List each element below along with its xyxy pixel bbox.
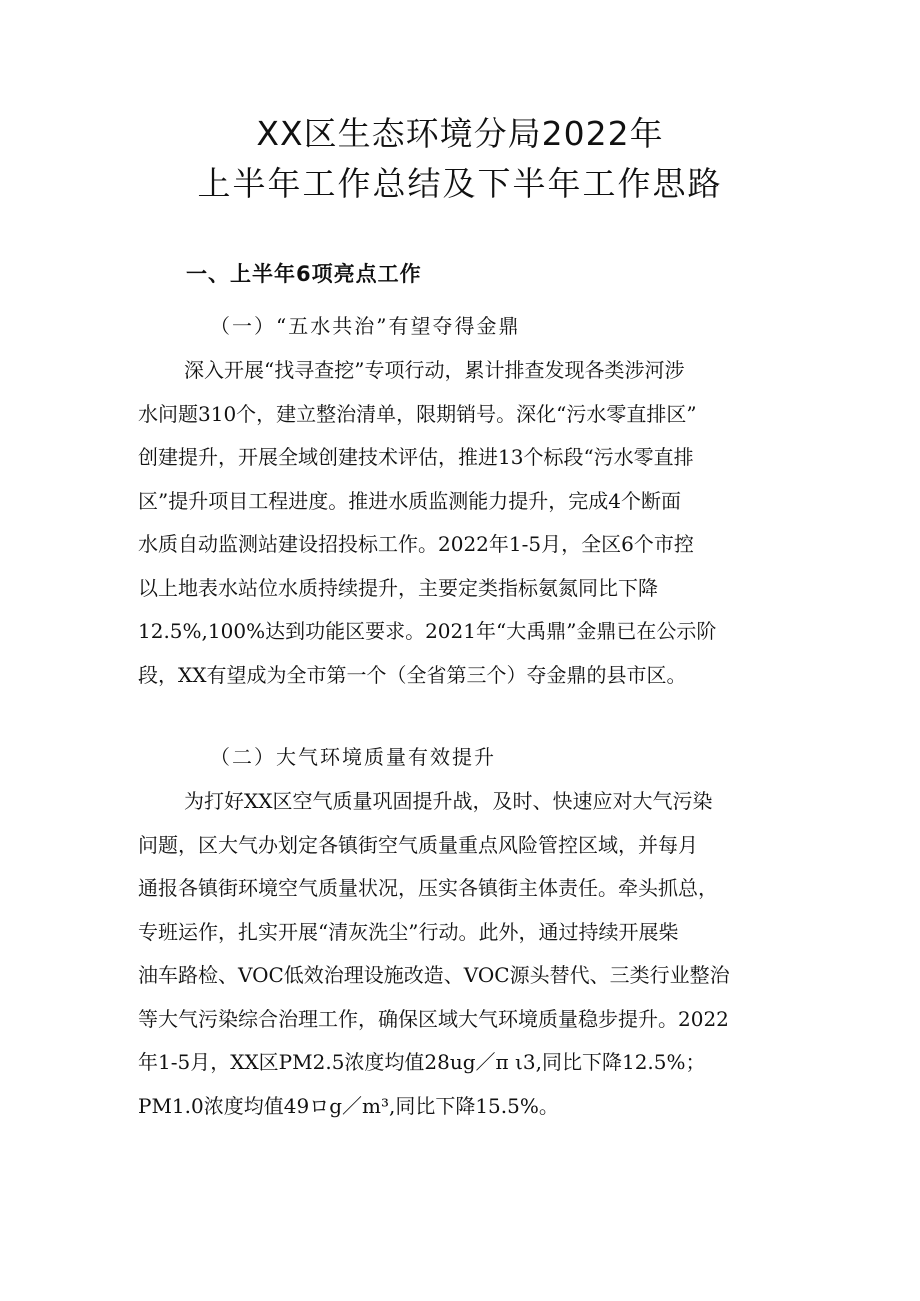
paragraph-line: 水问题310个，建立整治清单，限期销号。深化“污水零直排区” [138,401,697,426]
paragraph-line: 创建提升，开展全域创建技术评估，推进13个标段“污水零直排 [138,445,694,469]
paragraph-line: 以上地表水站位水质持续提升，主要定类指标氨氮同比下降 [138,575,658,600]
paragraph-line: PM1.0浓度均值49ロg／m³,同比下降15.5%。 [138,1093,559,1118]
paragraph-line: 通报各镇街环境空气质量状况，压实各镇街主体责任。牵头抓总， [138,876,718,900]
document-title-line-1: XX区生态环境分局2022年 [256,114,664,153]
paragraph-line: 专班运作，扎实开展“清灰洗尘”行动。此外，通过持续开展柴 [138,919,679,944]
paragraph-line: 深入开展“找寻查挖”专项行动，累计排查发现各类涉河涉 [184,358,685,382]
subsection-heading-water: （一）“五水共治”有望夺得金鼎 [210,314,521,338]
paragraph-water-governance [138,349,794,697]
paragraph-line: 区”提升项目工程进度。推进水质监测能力提升，完成4个断面 [138,488,681,513]
paragraph-line: 等大气污染综合治理工作，确保区域大气环境质量稳步提升。2022 [138,1006,729,1031]
paragraph-line: 问题，区大气办划定各镇街空气质量重点风险管控区域，并每月 [138,832,698,857]
paragraph-line: 12.5%,100%达到功能区要求。2021年“大禹鼎”金鼎已在公示阶 [138,619,717,643]
section-heading-highlights: 一、上半年6项亮点工作 [186,262,422,286]
paragraph-line: 段，XX有望成为全市第一个（全省第三个）夺金鼎的县市区。 [138,662,687,687]
paragraph-air-quality [138,780,794,1128]
paragraph-line: 水质自动监测站建设招投标工作。2022年1-5月，全区6个市控 [138,532,694,556]
subsection-heading-air: （二）大气环境质量有效提升 [210,745,496,769]
document-title-line-2: 上半年工作总结及下半年工作思路 [197,164,723,203]
paragraph-line: 年1-5月，XX区PM2.5浓度均值28ug／π ι3,同比下降12.5%； [138,1050,706,1074]
paragraph-line: 为打好XX区空气质量巩固提升战，及时、快速应对大气污染 [184,789,713,813]
paragraph-line: 油车路检、VOC低效治理设施改造、VOC源头替代、三类行业整治 [138,963,730,987]
